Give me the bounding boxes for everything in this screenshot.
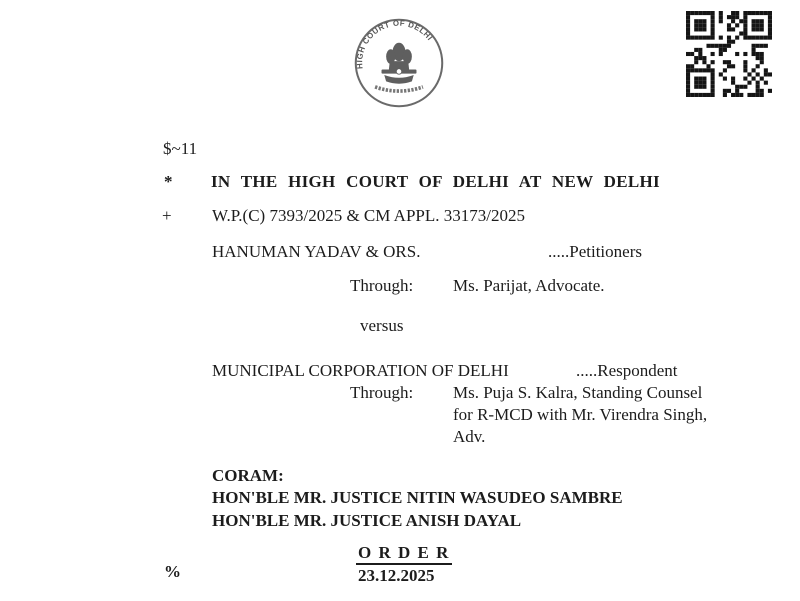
high-court-seal <box>353 17 445 109</box>
respondent-counsel-line-1: Ms. Puja S. Kalra, Standing Counsel <box>453 383 703 402</box>
court-title-marker: * <box>164 172 173 191</box>
qr-code-graphic <box>686 11 772 97</box>
respondent-name: MUNICIPAL CORPORATION OF DELHI <box>212 361 509 380</box>
coram-judge-1: HON'BLE MR. JUSTICE NITIN WASUDEO SAMBRE <box>212 488 623 507</box>
seal-arc-text: HIGH COURT OF DELHI <box>355 18 435 70</box>
petitioner-party-label: .....Petitioners <box>548 242 642 261</box>
high-court-seal-graphic <box>353 17 445 109</box>
order-heading: O R D E R <box>356 543 452 565</box>
ashoka-lion-capital-icon <box>382 43 417 84</box>
petitioner-counsel: Ms. Parijat, Advocate. <box>453 276 605 295</box>
order-date-marker: % <box>164 562 181 581</box>
serial-number: $~11 <box>163 139 198 158</box>
petitioner-through-label: Through: <box>350 276 414 295</box>
respondent-counsel-line-2: for R-MCD with Mr. Virendra Singh, <box>453 405 708 424</box>
versus-label: versus <box>360 316 404 335</box>
order-date: 23.12.2025 <box>358 566 435 585</box>
qr-code-icon <box>686 11 772 97</box>
case-number-marker: + <box>162 206 172 225</box>
respondent-through-label: Through: <box>350 383 414 402</box>
coram-label: CORAM: <box>212 466 284 485</box>
seal-ribbon-icon <box>375 87 423 91</box>
case-number: W.P.(C) 7393/2025 & CM APPL. 33173/2025 <box>212 206 525 225</box>
respondent-counsel-line-3: Adv. <box>453 427 486 446</box>
coram-judge-2: HON'BLE MR. JUSTICE ANISH DAYAL <box>212 511 522 530</box>
court-title: IN THE HIGH COURT OF DELHI AT NEW DELHI <box>211 172 660 191</box>
petitioner-name: HANUMAN YADAV & ORS. <box>212 242 421 261</box>
respondent-party-label: .....Respondent <box>576 361 678 380</box>
